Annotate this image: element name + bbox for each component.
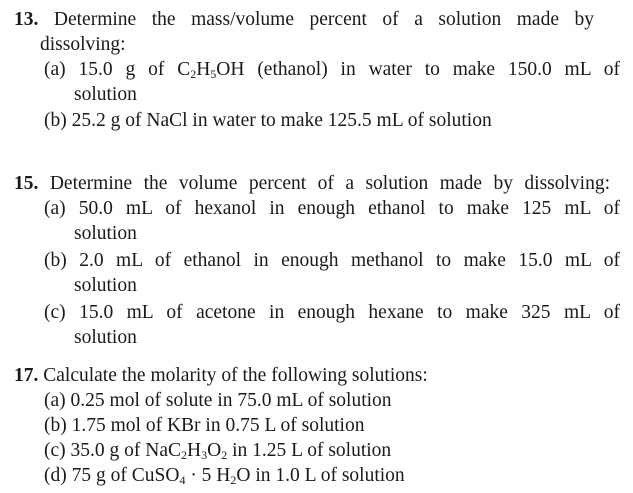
problem-15-stem-text: Determine the volume percent of a solution made by dissolving: <box>49 173 611 194</box>
problem-13-stem-line2: dissolving: <box>40 34 126 55</box>
part-b-text: 1.75 mol of KBr in 0.75 L of solution <box>71 415 365 436</box>
part-label: (a) <box>44 390 66 411</box>
problem-13-stem-line1 <box>14 8 594 32</box>
problem-15-part-b-line2: solution <box>74 275 137 296</box>
part-label: (b) <box>44 250 67 271</box>
part-c-text: 15.0 mL of acetone in enough hexane to make 325 mL of <box>79 302 620 323</box>
part-b-text: 2.0 mL of ethanol in enough methanol to make 15.0 mL of <box>79 250 620 271</box>
problem-15-part-c-line1 <box>44 301 620 325</box>
part-label: (b) <box>44 110 67 131</box>
part-label: (c) <box>44 440 66 461</box>
problem-17-stem-line1 <box>14 364 428 388</box>
problem-13-part-b-line1 <box>44 109 492 133</box>
problem-13-number: 13. <box>14 9 39 30</box>
part-d-formula-text: 75 g of CuSO$_4$ · 5 $H_2O$ in 1.0 L of solution <box>71 465 405 487</box>
problem-15-part-a-line2: solution <box>74 223 137 244</box>
problem-15-number: 15. <box>14 173 39 194</box>
problem-15-part-c-line2: solution <box>74 327 137 348</box>
problem-17-number: 17. <box>14 365 39 386</box>
problem-15-stem-line1 <box>14 172 610 196</box>
problem-13-stem-text: Determine the mass/volume percent of a solution made by <box>53 9 594 30</box>
problem-17-part-d <box>44 464 405 488</box>
part-label: (a) <box>44 198 66 219</box>
part-label: (d) <box>44 465 67 486</box>
problem-17-part-a <box>44 389 392 413</box>
part-label: (c) <box>44 302 66 323</box>
part-label: (b) <box>44 415 67 436</box>
problem-13-part-a-line2: solution <box>74 84 137 105</box>
part-a-text: 50.0 mL of hexanol in enough ethanol to make 125 mL of <box>78 198 620 219</box>
part-a-text: 0.25 mol of solute in 75.0 mL of solution <box>70 390 392 411</box>
part-label: (a) <box>44 59 66 80</box>
part-c-formula-text: 35.0 g of $NaC_2H_3O_2$ in 1.25 L of solution <box>70 440 392 462</box>
problem-17-stem-text: Calculate the molarity of the following solutions: <box>43 365 428 386</box>
problem-13-part-a-line1 <box>44 58 620 82</box>
problem-17-part-c <box>44 439 391 463</box>
problem-15-part-a-line1 <box>44 197 620 221</box>
part-b-text: 25.2 g of NaCl in water to make 125.5 mL of solution <box>71 110 492 131</box>
problem-15-part-b-line1 <box>44 249 620 273</box>
problem-17-part-b <box>44 414 364 438</box>
part-a-formula-text: 15.0 g of $C_2H_5OH$ (ethanol) in water to make 150.0 mL of <box>78 59 621 81</box>
